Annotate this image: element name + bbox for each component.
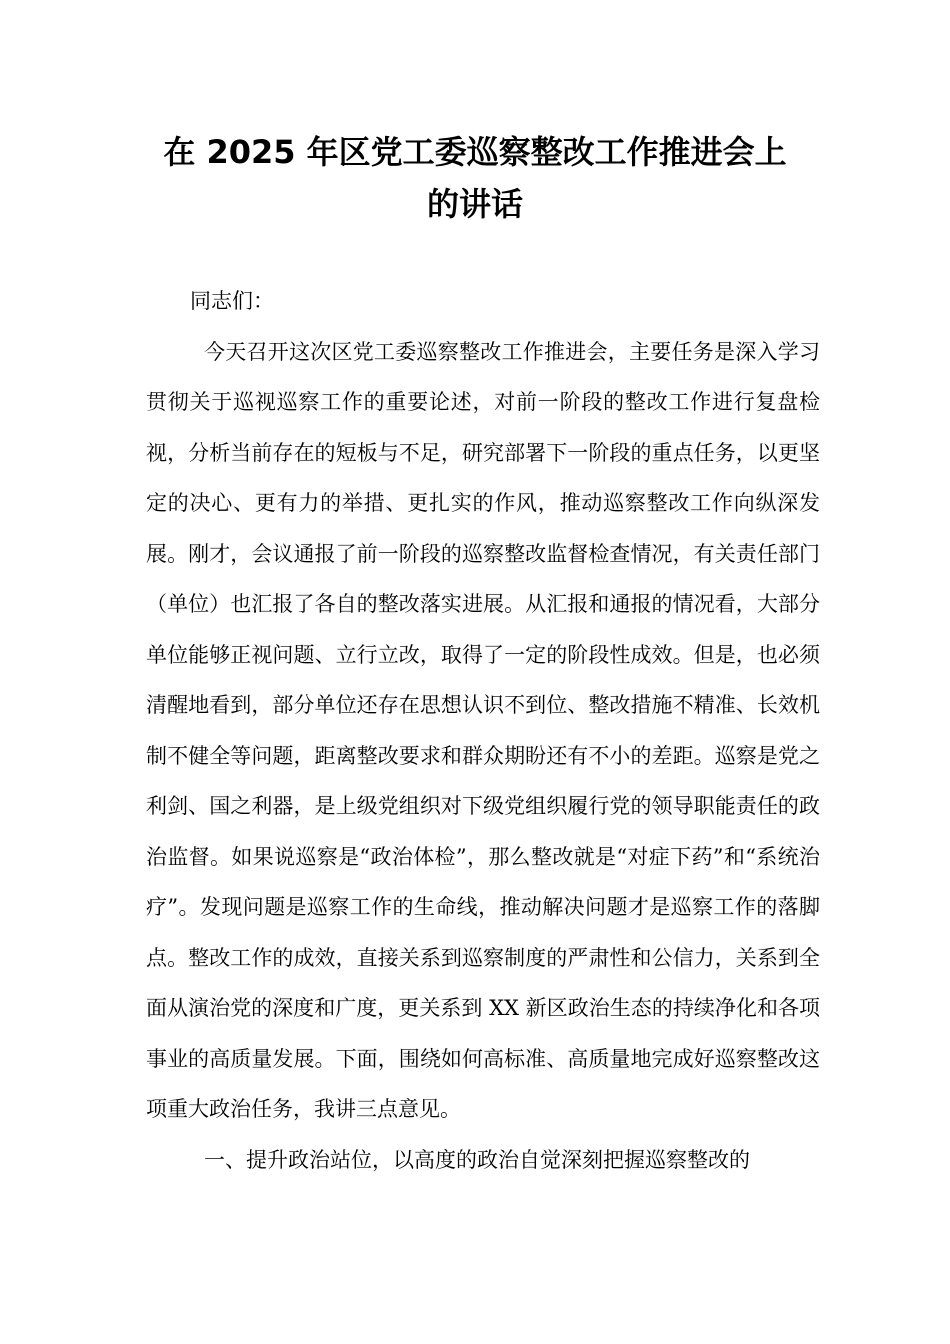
section-heading-1: 一、提升政治站位，以高度的政治自觉深刻把握巡察整改的 xyxy=(204,1147,750,1172)
document-title xyxy=(140,126,810,230)
document-body xyxy=(146,276,820,1185)
title-line-2: 的讲话 xyxy=(426,185,523,223)
salutation: 同志们： xyxy=(190,289,274,313)
paragraph-1: 今天召开这次区党工委巡察整改工作推进会，主要任务是深入学习贯彻关于巡视巡察工作的重要论述，对前一阶段的整改工作进行复盘检视，分析当前存在的短板与不足，研究部署下一阶段的重点任务，以更坚定的决心、更有力的举措、更扎实的作风，推动巡察整改工作向纵深发展。刚才，会议通报了前一阶段的巡察整改监督检查情况，有关责任部门（单位）也汇报了各自的整改落实进展。从汇报和通报的情况看，大部分单位能够正视问题、立行立改，取得了一定的阶段性成效。但是，也必须清醒地看到，部分单位还存在思想认识不到位、整改措施不精准、长效机制不健全等问题，距离整改要求和群众期盼还有不小的差距。巡察是党之利剑、国之利器，是上级党组织对下级党组织履行党的领导职能责任的政治监督。如果说巡察是“政治体检”，那么整改就是“对症下药”和“系统治疗”。发现问题是巡察工作的生命线，推动解决问题才是巡察工作的落脚点。整改工作的成效，直接关系到巡察制度的严肃性和公信力，关系到全面从演治党的深度和广度，更关系到 XX 新区政治生态的持续净化和各项事业的高质量发展。下面，围绕如何高标准、高质量地完成好巡察整改这项重大政治任务，我讲三点意见。 xyxy=(146,339,820,1121)
title-line-1: 在 2025 年区党工委巡察整改工作推进会上 xyxy=(163,133,787,171)
